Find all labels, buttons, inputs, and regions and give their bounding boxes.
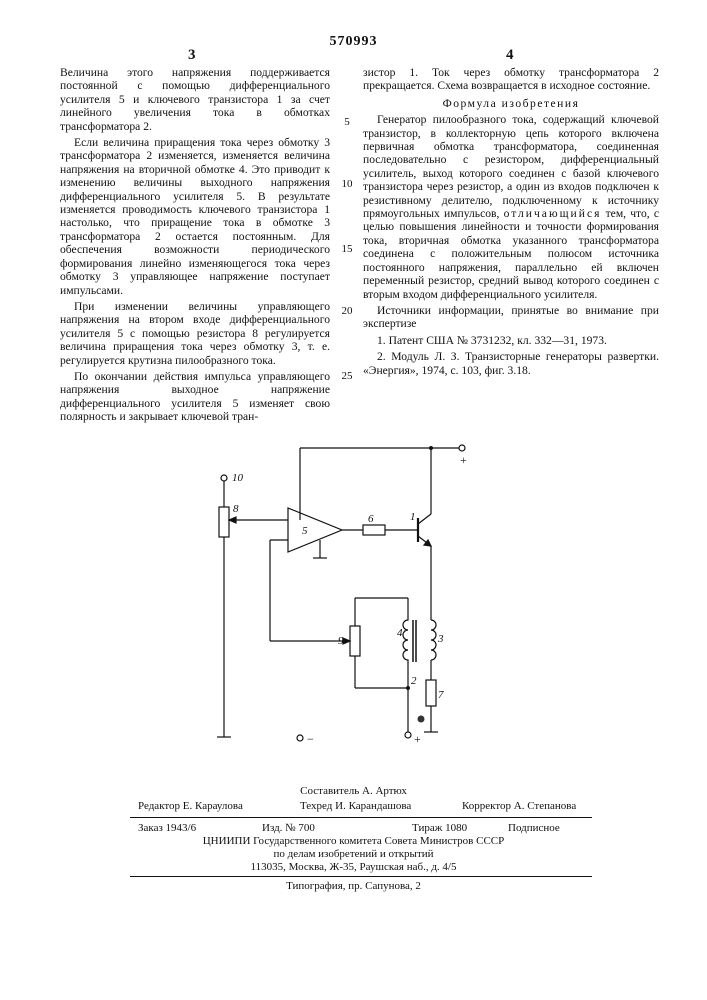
paragraph: Если величина приращения тока через обмотку 3 трансформатора 2 изменяется, изменяется величина напряжения на вторичной обмотке 4. Это приводит к изменению величины выходного напряжения дифференциального усилителя 5. В результате изменяется проводимость ключевого транзистора 1 настолько, что приращение тока в обмотке 3 трансформатора 2 остается постоянным. Для обеспечения возможности периодического формирования линейно изменяющегося тока через обмотку 3 управляющее напряжение поступает импульсами. (60, 136, 330, 297)
label-6: 6 (368, 513, 374, 525)
primary-winding-3 (431, 620, 436, 660)
line-number: 10 (337, 178, 357, 190)
label-10: 10 (232, 472, 244, 484)
corrector: Корректор А. Степанова (462, 800, 576, 813)
composer: Составитель А. Артюх (0, 785, 707, 798)
paragraph: Величина этого напряжения поддерживается постоянной с помощью дифференциального усилителя 5 и ключевого транзистора 1 за счет линейного увеличения тока в обмотках трансформатора 2. (60, 66, 330, 133)
line-number: 25 (337, 370, 357, 382)
continuation-text: зистор 1. Ток через обмотку трансформатора 2 прекращается. Схема возвращается в исходное состояние. (363, 66, 659, 93)
left-column-number: 3 (188, 47, 196, 64)
claim-distinguishing: отличающийся (504, 207, 602, 220)
label-5: 5 (302, 525, 308, 537)
node-dot (429, 446, 433, 450)
source-item: 2. Модуль Л. З. Транзисторные генераторы развертки. «Энергия», 1974, с. 103, фиг. 3.18. (363, 350, 659, 377)
secondary-winding-4 (403, 615, 408, 670)
label-8: 8 (233, 503, 239, 515)
source-item: 1. Патент США № 3731232, кл. 332—31, 1973. (363, 334, 659, 347)
differential-amplifier-5 (288, 508, 342, 552)
order-number: Заказ 1943/6 (138, 822, 196, 835)
plus-sign-top: + (460, 453, 467, 467)
potentiometer-8 (219, 507, 229, 537)
terminal-plus-top (459, 445, 465, 451)
line-number: 20 (337, 305, 357, 317)
footer-divider (130, 817, 592, 818)
footer-divider (130, 876, 592, 877)
subscription: Подписное (508, 822, 560, 835)
terminal-minus (297, 735, 303, 741)
claim-part2: тем, что, с целью повышения линейности и точности формирования тока, вторичная обмотка указанного трансформатора соединена с положительным полюсом источника постоянного напряжения, параллельно ей включен переменный резистор, средний вывод которого соединен с вторым входом дифференциального усилителя. (363, 207, 659, 300)
label-7: 7 (438, 689, 444, 701)
circuit-diagram (200, 440, 490, 755)
minus-sign: − (307, 732, 314, 746)
label-4: 4 (397, 627, 403, 639)
patent-number: 570993 (0, 34, 707, 50)
address: 113035, Москва, Ж-35, Раушская наб., д. 4/5 (0, 861, 707, 874)
right-column-number: 4 (506, 47, 514, 64)
claim-text (363, 113, 659, 301)
transistor-1-collector (418, 514, 431, 524)
line-number: 5 (337, 116, 357, 128)
ink-blot (418, 716, 425, 723)
editor: Редактор Е. Караулова (138, 800, 243, 813)
r8-wiper-arrow (229, 517, 236, 523)
line-number: 15 (337, 243, 357, 255)
techred: Техред И. Карандашова (300, 800, 411, 813)
plus-sign-bottom: + (414, 732, 421, 746)
node-dot (406, 686, 410, 690)
right-column (363, 66, 659, 377)
claims-heading: Формула изобретения (363, 97, 659, 110)
printing-house: Типография, пр. Сапунова, 2 (0, 880, 707, 893)
label-1: 1 (410, 511, 416, 523)
terminal-10 (221, 475, 227, 481)
terminal-plus-bottom (405, 732, 411, 738)
sources-title: Источники информации, принятые во внимание при экспертизе (363, 304, 659, 331)
circulation: Тираж 1080 (412, 822, 467, 835)
resistor-6 (363, 525, 385, 535)
edition-number: Изд. № 700 (262, 822, 315, 835)
institute-line2: по делам изобретений и открытий (0, 848, 707, 861)
institute-line1: ЦНИИПИ Государственного комитета Совета Министров СССР (0, 835, 707, 848)
label-9: 9 (338, 635, 344, 647)
paragraph: По окончании действия импульса управляющего напряжения выходное напряжение дифференциального усилителя 5 изменяет свою полярность и закрывает ключевой тран- (60, 370, 330, 424)
resistor-7 (426, 680, 436, 706)
paragraph: При изменении величины управляющего напряжения на втором входе дифференциального усилителя 5 с помощью резистора 8 регулируется величина приращения тока через обмотку 3, т. е. регулируется крутизна пилообразного тока. (60, 300, 330, 367)
left-column (60, 66, 330, 424)
label-3: 3 (437, 633, 444, 645)
r9-wiper-arrow (343, 638, 350, 644)
label-2: 2 (411, 675, 417, 687)
claim-part1: Генератор пилообразного тока, содержащий ключевой транзистор, в коллекторную цепь которого включена первичная обмотка трансформатора, соединенная последовательно с резистором, дифференциальный усилитель, выход которого соединен с базой ключевого транзистора через резистор, а один из входов подключен к резистивному делителю, подключенному к источнику прямоугольных импульсов, (363, 113, 659, 220)
